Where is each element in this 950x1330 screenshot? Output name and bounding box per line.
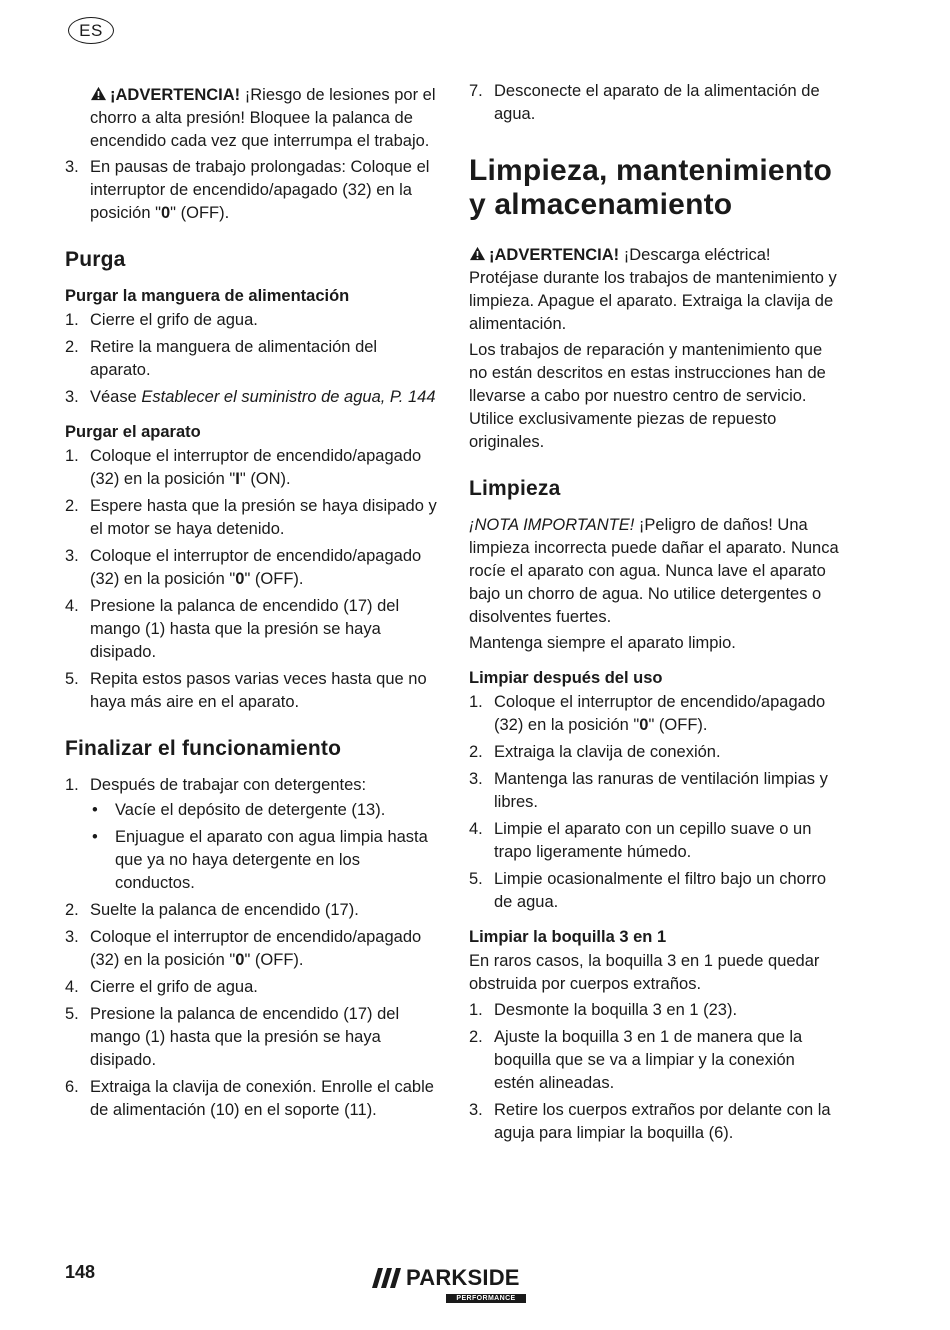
warning-triangle-icon: [469, 246, 486, 261]
clean-paragraph: Mantenga siempre el aparato limpio.: [469, 634, 736, 652]
right-column: [469, 80, 839, 1149]
list-item: 3. Mantenga las ranuras de ventilación limpias y libres.: [469, 770, 828, 811]
list-item: 3. Retire los cuerpos extraños por delante con la aguja para limpiar la boquilla (6).: [469, 1101, 831, 1142]
list-item: 3. Véase Establecer el suministro de agua, P. 144: [65, 388, 436, 406]
left-column: [65, 84, 437, 1126]
page-number: 148: [65, 1262, 96, 1282]
logo-stripes-icon: [372, 1268, 402, 1288]
list-item: 2. Retire la manguera de alimentación del aparato.: [65, 338, 378, 379]
list-item: 5. Repita estos pasos varias veces hasta que no haya más aire en el aparato.: [65, 670, 427, 711]
list-item: 5. Presione la palanca de encendido (17) del mango (1) hasta que la presión se haya disipado.: [65, 1005, 400, 1069]
chapter-title: Limpieza, mantenimiento y almacenamiento: [469, 154, 832, 221]
warning-triangle-icon: [90, 86, 107, 101]
logo-subline: PERFORMANCE: [446, 1294, 526, 1303]
section-title-purga: Purga: [65, 248, 126, 271]
section-title-finalizar: Finalizar el funcionamiento: [65, 737, 342, 760]
list-item: 2. Ajuste la boquilla 3 en 1 de manera que la boquilla que se va a limpiar y la conexión estén alineadas.: [469, 1028, 803, 1092]
list-item: 1. Coloque el interruptor de encendido/apagado (32) en la posición "I" (ON).: [65, 447, 422, 488]
warning-label: ¡ADVERTENCIA!: [110, 86, 241, 104]
language-badge: ES: [68, 17, 114, 44]
list-item: 4. Presione la palanca de encendido (17) del mango (1) hasta que la presión se haya disipado.: [65, 597, 400, 661]
bullet-item: • Enjuague el aparato con agua limpia hasta que ya no haya detergente en los conductos.: [92, 828, 428, 892]
warning-text: ¡Descarga eléctrica! Protéjase durante los trabajos de mantenimiento y limpieza. Apague el aparato. Extraiga la clavija de alimentación.: [469, 246, 837, 333]
boquilla-intro: En raros casos, la boquilla 3 en 1 puede quedar obstruida por cuerpos extraños.: [469, 952, 820, 993]
list-item: 2. Suelte la palanca de encendido (17).: [65, 901, 359, 919]
list-item: 3. En pausas de trabajo prolongadas: Coloque el interruptor de encendido/apagado (32) en la posición "0" (OFF).: [65, 158, 430, 222]
warning-paragraph: [469, 244, 839, 336]
parkside-logo: [372, 1264, 528, 1306]
note-paragraph: ¡NOTA IMPORTANTE! ¡Peligro de daños! Una limpieza incorrecta puede dañar el aparato. Nunca rocíe el aparato con agua. Nunca lave el aparato bajo un chorro de agua. No utilice detergentes o disolventes fuertes.: [469, 516, 839, 626]
list-item: 1. Cierre el grifo de agua.: [65, 311, 258, 329]
cross-reference: Establecer el suministro de agua, P. 144: [141, 388, 436, 406]
list-item: 4. Cierre el grifo de agua.: [65, 978, 258, 996]
subsection-title-aparato: Purgar el aparato: [65, 423, 201, 441]
list-item: 6. Extraiga la clavija de conexión. Enrolle el cable de alimentación (10) en el soporte (11).: [65, 1078, 434, 1119]
list-item: 7. Desconecte el aparato de la alimentación de agua.: [469, 82, 820, 123]
list-item: 1. Desmonte la boquilla 3 en 1 (23).: [469, 1001, 738, 1019]
bullet-dot-icon: •: [92, 828, 98, 846]
list-item: 1. Después de trabajar con detergentes: • Vacíe el depósito de detergente (13). • Enjuague el aparato con agua limpia hasta que ya no haya detergente en los conductos.: [65, 774, 437, 895]
list-item: 1. Coloque el interruptor de encendido/apagado (32) en la posición "0" (OFF).: [469, 693, 826, 734]
warning-paragraph: [65, 84, 437, 153]
list-item: 2. Espere hasta que la presión se haya disipado y el motor se haya detenido.: [65, 497, 437, 538]
subsection-title-despues: Limpiar después del uso: [469, 669, 663, 687]
logo-wordmark: PARKSIDE: [406, 1265, 520, 1290]
section-title-limpieza: Limpieza: [469, 477, 561, 500]
note-label: ¡NOTA IMPORTANTE!: [469, 516, 635, 534]
bullet-item: • Vacíe el depósito de detergente (13).: [90, 799, 437, 822]
subsection-title-boquilla: Limpiar la boquilla 3 en 1: [469, 928, 667, 946]
list-item: 3. Coloque el interruptor de encendido/apagado (32) en la posición "0" (OFF).: [65, 547, 422, 588]
list-item: 4. Limpie el aparato con un cepillo suave o un trapo ligeramente húmedo.: [469, 820, 812, 861]
bullet-dot-icon: •: [92, 801, 98, 819]
list-item: 2. Extraiga la clavija de conexión.: [469, 743, 721, 761]
warning-label: ¡ADVERTENCIA!: [489, 246, 620, 264]
list-item: 5. Limpie ocasionalmente el filtro bajo un chorro de agua.: [469, 870, 827, 911]
repair-paragraph: Los trabajos de reparación y mantenimiento que no están descritos en estas instrucciones han de llevarse a cabo por nuestro centro de servicio. Utilice exclusivamente piezas de repuesto originales.: [469, 341, 826, 451]
warning-text: ¡Riesgo de lesiones por el chorro a alta presión! Bloquee la palanca de encendido cada vez que interrumpa el trabajo.: [90, 86, 436, 150]
subsection-title-manguera: Purgar la manguera de alimentación: [65, 287, 350, 305]
list-item: 3. Coloque el interruptor de encendido/apagado (32) en la posición "0" (OFF).: [65, 928, 422, 969]
